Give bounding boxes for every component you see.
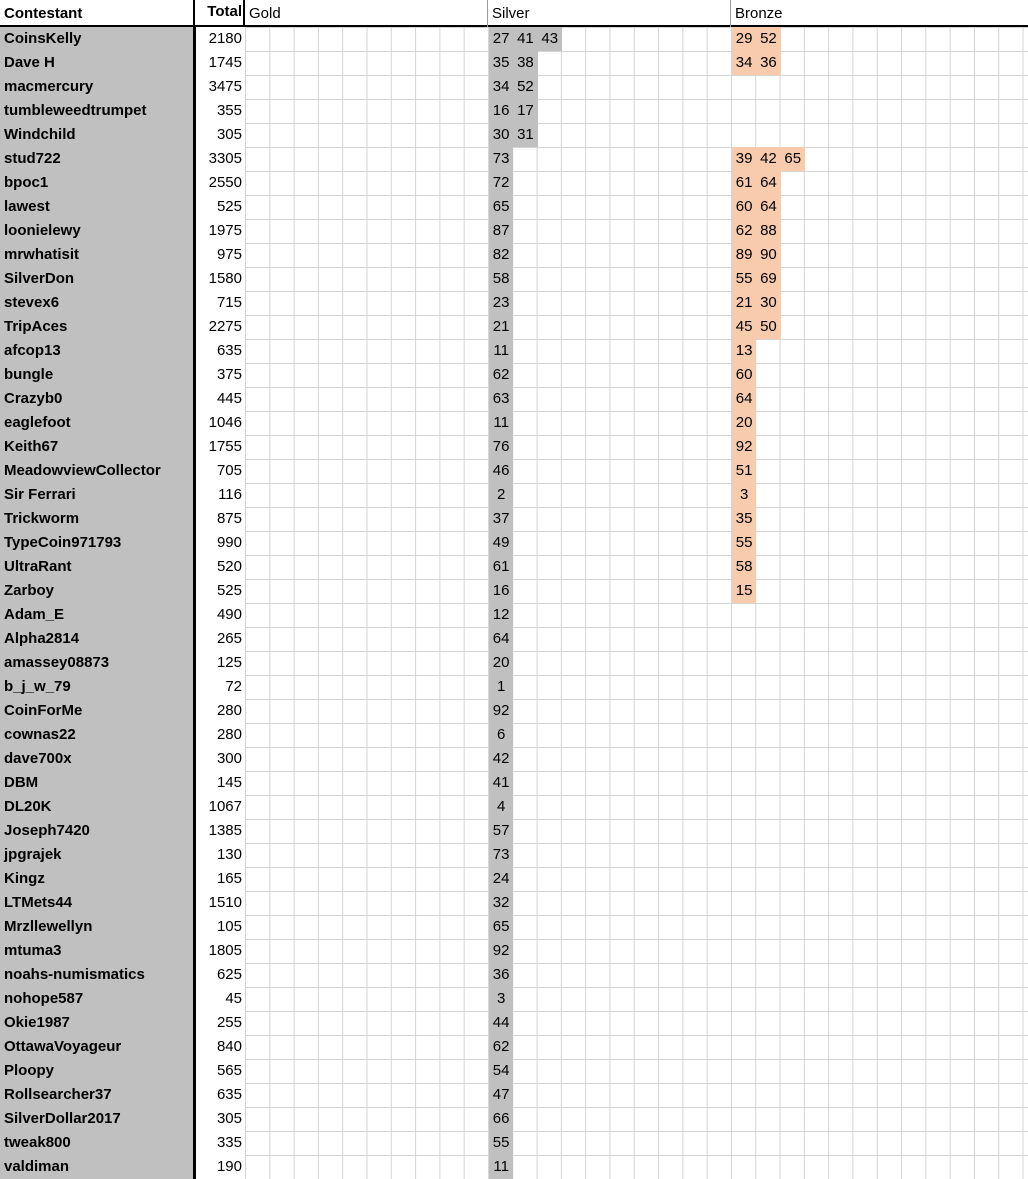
total-cell[interactable]: 1805 (196, 939, 245, 963)
bronze-value-cell[interactable]: 29 (732, 27, 756, 51)
header-silver[interactable]: Silver (492, 5, 530, 22)
total-cell[interactable]: 840 (196, 1035, 245, 1059)
total-cell[interactable]: 355 (196, 99, 245, 123)
bronze-value-cell[interactable]: 65 (781, 147, 805, 171)
contestant-name-cell[interactable]: b_j_w_79 (0, 675, 193, 699)
silver-value-cell[interactable]: 12 (489, 603, 513, 627)
header-divider (243, 0, 245, 27)
bronze-value-cell[interactable]: 34 (732, 51, 756, 75)
table-row (0, 1011, 1028, 1035)
bronze-value-cell[interactable]: 64 (756, 195, 780, 219)
header-total[interactable]: Total (196, 0, 245, 24)
total-cell[interactable]: 565 (196, 1059, 245, 1083)
table-row (0, 1131, 1028, 1155)
total-cell[interactable]: 625 (196, 963, 245, 987)
contestant-name-cell[interactable]: MeadowviewCollector (0, 459, 193, 483)
table-row (0, 987, 1028, 1011)
contestant-name-cell[interactable]: bpoc1 (0, 171, 193, 195)
silver-value-cell[interactable]: 55 (489, 1131, 513, 1155)
total-cell[interactable]: 190 (196, 1155, 245, 1179)
table-row (0, 939, 1028, 963)
bronze-value-cell[interactable]: 50 (756, 315, 780, 339)
table-row (0, 579, 1028, 603)
bronze-value-cell[interactable]: 60 (732, 195, 756, 219)
header-row (0, 0, 1028, 27)
table-row (0, 555, 1028, 579)
table-row (0, 483, 1028, 507)
bronze-value-cell[interactable]: 13 (732, 339, 756, 363)
contestant-name-cell[interactable]: Zarboy (0, 579, 193, 603)
table-row (0, 75, 1028, 99)
total-cell[interactable]: 2275 (196, 315, 245, 339)
total-cell[interactable]: 1975 (196, 219, 245, 243)
header-gold[interactable]: Gold (249, 5, 281, 22)
bronze-value-cell[interactable]: 58 (732, 555, 756, 579)
total-cell[interactable]: 635 (196, 339, 245, 363)
total-cell[interactable]: 72 (196, 675, 245, 699)
contestant-name-cell[interactable]: DL20K (0, 795, 193, 819)
bronze-value-cell[interactable]: 51 (732, 459, 756, 483)
total-cell[interactable]: 1755 (196, 435, 245, 459)
contestant-name-cell[interactable]: TripAces (0, 315, 193, 339)
bronze-value-cell[interactable]: 36 (756, 51, 780, 75)
table-row (0, 147, 1028, 171)
total-cell[interactable]: 125 (196, 651, 245, 675)
total-cell[interactable]: 1580 (196, 267, 245, 291)
silver-value-cell[interactable]: 76 (489, 435, 513, 459)
bronze-value-cell[interactable]: 69 (756, 267, 780, 291)
bronze-value-cell[interactable]: 30 (756, 291, 780, 315)
silver-value-cell[interactable]: 42 (489, 747, 513, 771)
contestant-name-cell[interactable]: LTMets44 (0, 891, 193, 915)
contestant-name-cell[interactable]: lawest (0, 195, 193, 219)
total-cell[interactable]: 2180 (196, 27, 245, 51)
table-row (0, 51, 1028, 75)
total-cell[interactable]: 265 (196, 627, 245, 651)
bronze-value-cell[interactable]: 39 (732, 147, 756, 171)
header-bronze[interactable]: Bronze (735, 5, 783, 22)
contestant-name-cell[interactable]: loonielewy (0, 219, 193, 243)
silver-value-cell[interactable]: 52 (513, 75, 537, 99)
bronze-value-cell[interactable]: 64 (732, 387, 756, 411)
contestant-name-cell[interactable]: mrwhatisit (0, 243, 193, 267)
silver-value-cell[interactable]: 20 (489, 651, 513, 675)
silver-value-cell[interactable]: 41 (513, 27, 537, 51)
table-row (0, 291, 1028, 315)
silver-value-cell[interactable]: 11 (489, 1155, 513, 1179)
silver-value-cell[interactable]: 62 (489, 1035, 513, 1059)
table-row (0, 723, 1028, 747)
contestant-name-cell[interactable]: DBM (0, 771, 193, 795)
silver-value-cell[interactable]: 31 (513, 123, 537, 147)
table-row (0, 627, 1028, 651)
silver-value-cell[interactable]: 58 (489, 267, 513, 291)
header-divider (193, 0, 195, 27)
silver-value-cell[interactable]: 11 (489, 411, 513, 435)
contestant-name-cell[interactable]: stevex6 (0, 291, 193, 315)
silver-value-cell[interactable]: 73 (489, 843, 513, 867)
contestant-name-cell[interactable]: Sir Ferrari (0, 483, 193, 507)
total-cell[interactable]: 305 (196, 123, 245, 147)
silver-value-cell[interactable]: 23 (489, 291, 513, 315)
total-cell[interactable]: 1745 (196, 51, 245, 75)
table-row (0, 459, 1028, 483)
total-cell[interactable]: 875 (196, 507, 245, 531)
silver-value-cell[interactable]: 61 (489, 555, 513, 579)
bronze-value-cell[interactable]: 88 (756, 219, 780, 243)
total-cell[interactable]: 1067 (196, 795, 245, 819)
total-cell[interactable]: 145 (196, 771, 245, 795)
table-row (0, 315, 1028, 339)
silver-value-cell[interactable]: 16 (489, 99, 513, 123)
contestant-name-cell[interactable]: valdiman (0, 1155, 193, 1179)
contestant-name-cell[interactable]: tweak800 (0, 1131, 193, 1155)
table-row (0, 795, 1028, 819)
silver-value-cell[interactable]: 35 (489, 51, 513, 75)
silver-value-cell[interactable]: 66 (489, 1107, 513, 1131)
total-cell[interactable]: 165 (196, 867, 245, 891)
total-cell[interactable]: 990 (196, 531, 245, 555)
contestant-name-cell[interactable]: Joseph7420 (0, 819, 193, 843)
total-cell[interactable]: 280 (196, 723, 245, 747)
header-divider (730, 0, 731, 27)
contestant-name-cell[interactable]: Adam_E (0, 603, 193, 627)
contestant-name-cell[interactable]: UltraRant (0, 555, 193, 579)
total-cell[interactable]: 490 (196, 603, 245, 627)
silver-value-cell[interactable]: 27 (489, 27, 513, 51)
contestant-name-cell[interactable]: amassey08873 (0, 651, 193, 675)
table-row (0, 99, 1028, 123)
contestant-name-cell[interactable]: eaglefoot (0, 411, 193, 435)
table-row (0, 123, 1028, 147)
table-row (0, 219, 1028, 243)
table-row (0, 171, 1028, 195)
total-cell[interactable]: 335 (196, 1131, 245, 1155)
contestant-name-cell[interactable]: TypeCoin971793 (0, 531, 193, 555)
silver-value-cell[interactable]: 65 (489, 195, 513, 219)
table-row (0, 27, 1028, 51)
silver-value-cell[interactable]: 43 (538, 27, 562, 51)
contestant-name-cell[interactable]: dave700x (0, 747, 193, 771)
silver-value-cell[interactable]: 92 (489, 699, 513, 723)
silver-value-cell[interactable]: 73 (489, 147, 513, 171)
contestant-name-cell[interactable]: Alpha2814 (0, 627, 193, 651)
bronze-value-cell[interactable]: 42 (756, 147, 780, 171)
silver-value-cell[interactable]: 4 (489, 795, 513, 819)
table-row (0, 1083, 1028, 1107)
contestant-name-cell[interactable]: Mrzllewellyn (0, 915, 193, 939)
contestant-name-cell[interactable]: jpgrajek (0, 843, 193, 867)
silver-value-cell[interactable]: 11 (489, 339, 513, 363)
silver-value-cell[interactable]: 41 (489, 771, 513, 795)
contestant-name-cell[interactable]: Windchild (0, 123, 193, 147)
silver-value-cell[interactable]: 30 (489, 123, 513, 147)
table-row (0, 651, 1028, 675)
contestant-name-cell[interactable]: SilverDollar2017 (0, 1107, 193, 1131)
contestant-name-cell[interactable]: nohope587 (0, 987, 193, 1011)
total-cell[interactable]: 715 (196, 291, 245, 315)
silver-value-cell[interactable]: 87 (489, 219, 513, 243)
bronze-value-cell[interactable]: 62 (732, 219, 756, 243)
header-divider (487, 0, 488, 27)
total-cell[interactable]: 3305 (196, 147, 245, 171)
total-cell[interactable]: 300 (196, 747, 245, 771)
bronze-value-cell[interactable]: 92 (732, 435, 756, 459)
total-cell[interactable]: 520 (196, 555, 245, 579)
silver-value-cell[interactable]: 32 (489, 891, 513, 915)
silver-value-cell[interactable]: 24 (489, 867, 513, 891)
silver-value-cell[interactable]: 57 (489, 819, 513, 843)
contestant-name-cell[interactable]: Trickworm (0, 507, 193, 531)
silver-value-cell[interactable]: 54 (489, 1059, 513, 1083)
contestant-name-cell[interactable]: macmercury (0, 75, 193, 99)
bronze-value-cell[interactable]: 61 (732, 171, 756, 195)
table-row (0, 771, 1028, 795)
table-row (0, 243, 1028, 267)
total-cell[interactable]: 2550 (196, 171, 245, 195)
bronze-value-cell[interactable]: 35 (732, 507, 756, 531)
table-row (0, 435, 1028, 459)
total-cell[interactable]: 1510 (196, 891, 245, 915)
contestant-name-cell[interactable]: stud722 (0, 147, 193, 171)
table-row (0, 915, 1028, 939)
bronze-value-cell[interactable]: 55 (732, 267, 756, 291)
bronze-value-cell[interactable]: 60 (732, 363, 756, 387)
total-cell[interactable]: 445 (196, 387, 245, 411)
table-row (0, 603, 1028, 627)
table-row (0, 1035, 1028, 1059)
total-cell[interactable]: 116 (196, 483, 245, 507)
silver-value-cell[interactable]: 36 (489, 963, 513, 987)
silver-value-cell[interactable]: 65 (489, 915, 513, 939)
silver-value-cell[interactable]: 17 (513, 99, 537, 123)
total-cell[interactable]: 525 (196, 579, 245, 603)
contestant-name-cell[interactable]: OttawaVoyageur (0, 1035, 193, 1059)
total-cell[interactable]: 105 (196, 915, 245, 939)
contestant-name-cell[interactable]: Keith67 (0, 435, 193, 459)
silver-value-cell[interactable]: 63 (489, 387, 513, 411)
contestant-name-cell[interactable]: bungle (0, 363, 193, 387)
silver-value-cell[interactable]: 2 (489, 483, 513, 507)
silver-value-cell[interactable]: 92 (489, 939, 513, 963)
contestant-name-cell[interactable]: afcop13 (0, 339, 193, 363)
total-cell[interactable]: 635 (196, 1083, 245, 1107)
bronze-value-cell[interactable]: 45 (732, 315, 756, 339)
total-cell[interactable]: 280 (196, 699, 245, 723)
bronze-value-cell[interactable]: 89 (732, 243, 756, 267)
table-row (0, 963, 1028, 987)
table-row (0, 195, 1028, 219)
total-cell[interactable]: 130 (196, 843, 245, 867)
table-row (0, 699, 1028, 723)
silver-value-cell[interactable]: 38 (513, 51, 537, 75)
contestant-name-cell[interactable]: Ploopy (0, 1059, 193, 1083)
bronze-value-cell[interactable]: 90 (756, 243, 780, 267)
bronze-value-cell[interactable]: 3 (732, 483, 756, 507)
silver-value-cell[interactable]: 82 (489, 243, 513, 267)
total-cell[interactable]: 525 (196, 195, 245, 219)
contestant-name-cell[interactable]: cownas22 (0, 723, 193, 747)
table-row (0, 819, 1028, 843)
table-row (0, 747, 1028, 771)
table-row (0, 843, 1028, 867)
silver-value-cell[interactable]: 44 (489, 1011, 513, 1035)
total-cell[interactable]: 45 (196, 987, 245, 1011)
contestant-name-cell[interactable]: SilverDon (0, 267, 193, 291)
table-row (0, 339, 1028, 363)
total-cell[interactable]: 375 (196, 363, 245, 387)
total-cell[interactable]: 1046 (196, 411, 245, 435)
total-cell[interactable]: 1385 (196, 819, 245, 843)
table-row (0, 1107, 1028, 1131)
silver-value-cell[interactable]: 49 (489, 531, 513, 555)
contestant-name-cell[interactable]: Okie1987 (0, 1011, 193, 1035)
contestant-name-cell[interactable]: Dave H (0, 51, 193, 75)
table-row (0, 411, 1028, 435)
table-row (0, 363, 1028, 387)
table-row (0, 867, 1028, 891)
bronze-value-cell[interactable]: 20 (732, 411, 756, 435)
contestant-name-cell[interactable]: Kingz (0, 867, 193, 891)
total-cell[interactable]: 975 (196, 243, 245, 267)
contestant-name-cell[interactable]: CoinForMe (0, 699, 193, 723)
contestant-name-cell[interactable]: noahs-numismatics (0, 963, 193, 987)
bronze-value-cell[interactable]: 15 (732, 579, 756, 603)
bronze-value-cell[interactable]: 64 (756, 171, 780, 195)
table-row (0, 1155, 1028, 1179)
silver-value-cell[interactable]: 34 (489, 75, 513, 99)
table-row (0, 387, 1028, 411)
silver-value-cell[interactable]: 1 (489, 675, 513, 699)
silver-value-cell[interactable]: 72 (489, 171, 513, 195)
silver-value-cell[interactable]: 21 (489, 315, 513, 339)
bronze-value-cell[interactable]: 55 (732, 531, 756, 555)
total-cell[interactable]: 3475 (196, 75, 245, 99)
silver-value-cell[interactable]: 37 (489, 507, 513, 531)
contestant-name-cell[interactable]: CoinsKelly (0, 27, 193, 51)
contestant-name-cell[interactable]: tumbleweedtrumpet (0, 99, 193, 123)
total-cell[interactable]: 255 (196, 1011, 245, 1035)
table-row (0, 507, 1028, 531)
contestant-name-cell[interactable]: Rollsearcher37 (0, 1083, 193, 1107)
silver-value-cell[interactable]: 64 (489, 627, 513, 651)
silver-value-cell[interactable]: 3 (489, 987, 513, 1011)
table-row (0, 1059, 1028, 1083)
total-cell[interactable]: 705 (196, 459, 245, 483)
header-contestant[interactable]: Contestant (4, 5, 83, 22)
silver-value-cell[interactable]: 16 (489, 579, 513, 603)
total-cell[interactable]: 305 (196, 1107, 245, 1131)
silver-value-cell[interactable]: 47 (489, 1083, 513, 1107)
silver-value-cell[interactable]: 62 (489, 363, 513, 387)
silver-value-cell[interactable]: 6 (489, 723, 513, 747)
contestant-name-cell[interactable]: Crazyb0 (0, 387, 193, 411)
table-row (0, 675, 1028, 699)
contestant-name-cell[interactable]: mtuma3 (0, 939, 193, 963)
table-row (0, 531, 1028, 555)
bronze-value-cell[interactable]: 21 (732, 291, 756, 315)
table-row (0, 891, 1028, 915)
silver-value-cell[interactable]: 46 (489, 459, 513, 483)
bronze-value-cell[interactable]: 52 (756, 27, 780, 51)
table-row (0, 267, 1028, 291)
